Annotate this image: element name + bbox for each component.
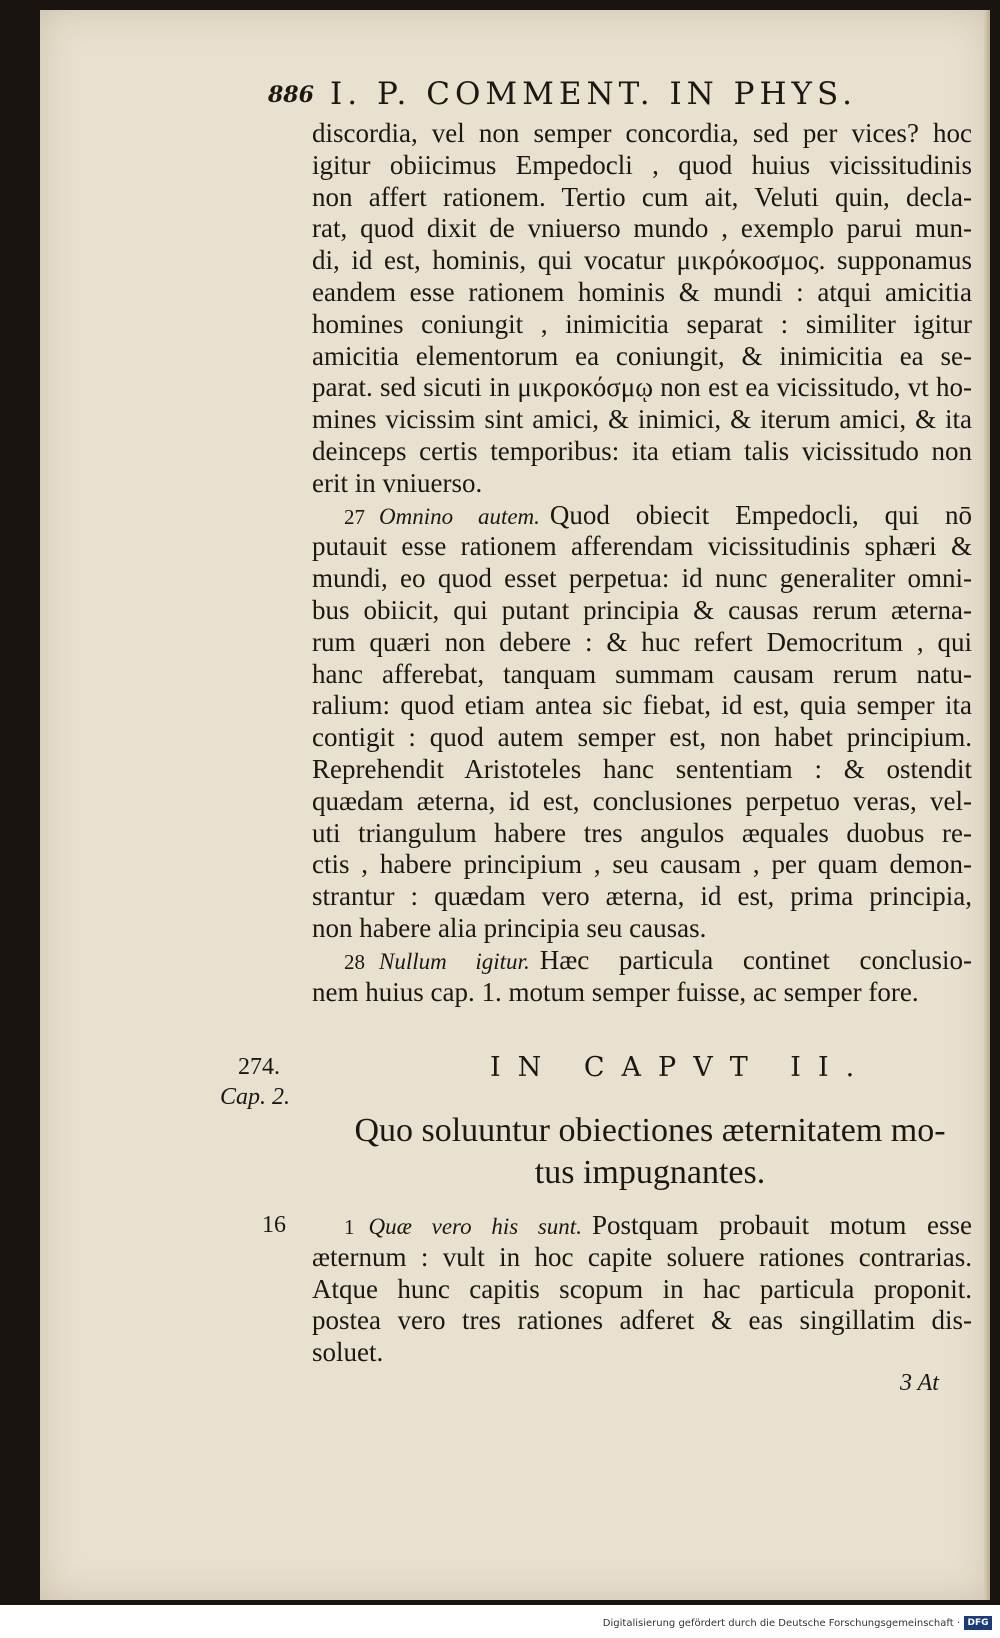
lemma: Nullum igitur. xyxy=(379,948,530,974)
main-text-block xyxy=(312,118,972,1008)
lemma: Omnino autem. xyxy=(379,503,540,529)
text-line: amicitia elementorum ea coniungit, & inimicitia ea se- xyxy=(312,340,972,371)
paragraph-number: 1 xyxy=(344,1215,355,1239)
text-line: igitur obiicimus Empedocli , quod huius vicissitudinis xyxy=(312,149,972,180)
text-line: di, id est, hominis, qui vocatur μικρόκοσμος. supponamus xyxy=(312,245,972,276)
page-edge xyxy=(984,10,990,1600)
text-line: homines coniungit , inimicitia separat : similiter igitur xyxy=(312,308,972,339)
text-line: mines vicissim sint amici, & inimici, & iterum amici, & ita xyxy=(312,404,972,435)
catchword: 3 At xyxy=(900,1370,939,1396)
text-line: eandem esse rationem hominis & mundi : atqui amicitia xyxy=(312,276,972,307)
text-line: Atque hunc capitis scopum in hac particula proponit. xyxy=(312,1273,972,1304)
text-line: ralium: quod etiam antea sic fiebat, id est, quia semper ita xyxy=(312,690,972,721)
text-line: bus obiicit, qui putant principia & causas rerum æterna- xyxy=(312,594,972,625)
text-line: putauit esse rationem afferendam vicissitudinis sphæri & xyxy=(312,531,972,562)
chapter-title-line: tus impugnantes. xyxy=(534,1154,766,1191)
chapter-title-line: Quo soluuntur obiectiones æternitatem mo- xyxy=(354,1112,946,1149)
footer-bar xyxy=(0,1614,1000,1638)
text-line: mundi, eo quod esset perpetua: id nunc generaliter omni- xyxy=(312,563,972,594)
text-line: postea vero tres rationes adferet & eas singillatim dis- xyxy=(312,1305,972,1336)
paragraph-number: 28 xyxy=(344,949,365,974)
chapter-title xyxy=(300,1110,1000,1194)
paragraph-28-first-line xyxy=(312,945,972,977)
text-line: nem huius cap. 1. motum semper fuisse, ac semper fore. xyxy=(312,976,919,1007)
text-span: Quod obiecit Empedocli, qui nō xyxy=(549,499,972,530)
text-line: parat. sed sicuti in μικροκόσμῳ non est ea vicissitudo, vt ho- xyxy=(312,372,972,403)
lemma: Quæ vero his sunt. xyxy=(368,1214,582,1239)
margin-reference: 274. xyxy=(238,1054,280,1080)
text-line: erit in vniuerso. xyxy=(312,467,483,498)
funding-notice: Digitalisierung gefördert durch die Deutsche Forschungsgemeinschaft · xyxy=(602,1618,960,1629)
paragraph-27-first-line xyxy=(312,500,972,532)
text-line: strantur : quædam vero æterna, id est, prima principia, xyxy=(312,881,972,912)
text-line: contigit : quod autem semper est, non habet principium. xyxy=(312,722,972,753)
chapter-heading: IN CAPVT II. xyxy=(490,1052,872,1083)
text-line: hanc afferebat, tanquam summam causam rerum natu- xyxy=(312,658,972,689)
dfg-logo-icon: DFG xyxy=(964,1616,992,1630)
text-line: quædam æterna, id est, conclusiones perpetuo veras, vel- xyxy=(312,785,972,816)
paragraph-1-first-line xyxy=(312,1210,972,1242)
chapter-text-block xyxy=(312,1210,972,1369)
running-head xyxy=(268,72,888,122)
text-line: Reprehendit Aristoteles hanc sententiam : & ostendit xyxy=(312,753,972,784)
page-number: 886 xyxy=(268,82,314,108)
text-line: rat, quod dixit de vniuerso mundo , exemplo parui mun- xyxy=(312,213,972,244)
paragraph-number: 27 xyxy=(344,504,365,529)
text-span: Postquam probauit motum esse xyxy=(591,1210,972,1240)
text-line: uti triangulum habere tres angulos æquales duobus re- xyxy=(312,817,972,848)
margin-chapter-note: Cap. 2. xyxy=(220,1084,291,1110)
text-line: deinceps certis temporibus: ita etiam talis vicissitudo non xyxy=(312,435,972,466)
text-line: soluet. xyxy=(312,1337,384,1368)
text-span: Hæc particula continet conclusio- xyxy=(539,944,972,975)
text-line: rum quæri non debere : & huc refert Democritum , qui xyxy=(312,626,972,657)
text-line: æternum : vult in hoc capite soluere rationes contrarias. xyxy=(312,1241,972,1272)
running-title: I. P. COMMENT. IN PHYS. xyxy=(330,76,858,112)
text-line: non affert rationem. Tertio cum ait, Veluti quin, decla- xyxy=(312,181,972,212)
text-line: discordia, vel non semper concordia, sed per vices? hoc xyxy=(312,118,972,148)
text-line: ctis , habere principium , seu causam , per quam demon- xyxy=(312,849,972,880)
text-line: non habere alia principia seu causas. xyxy=(312,912,707,943)
margin-reference: 16 xyxy=(262,1212,286,1238)
